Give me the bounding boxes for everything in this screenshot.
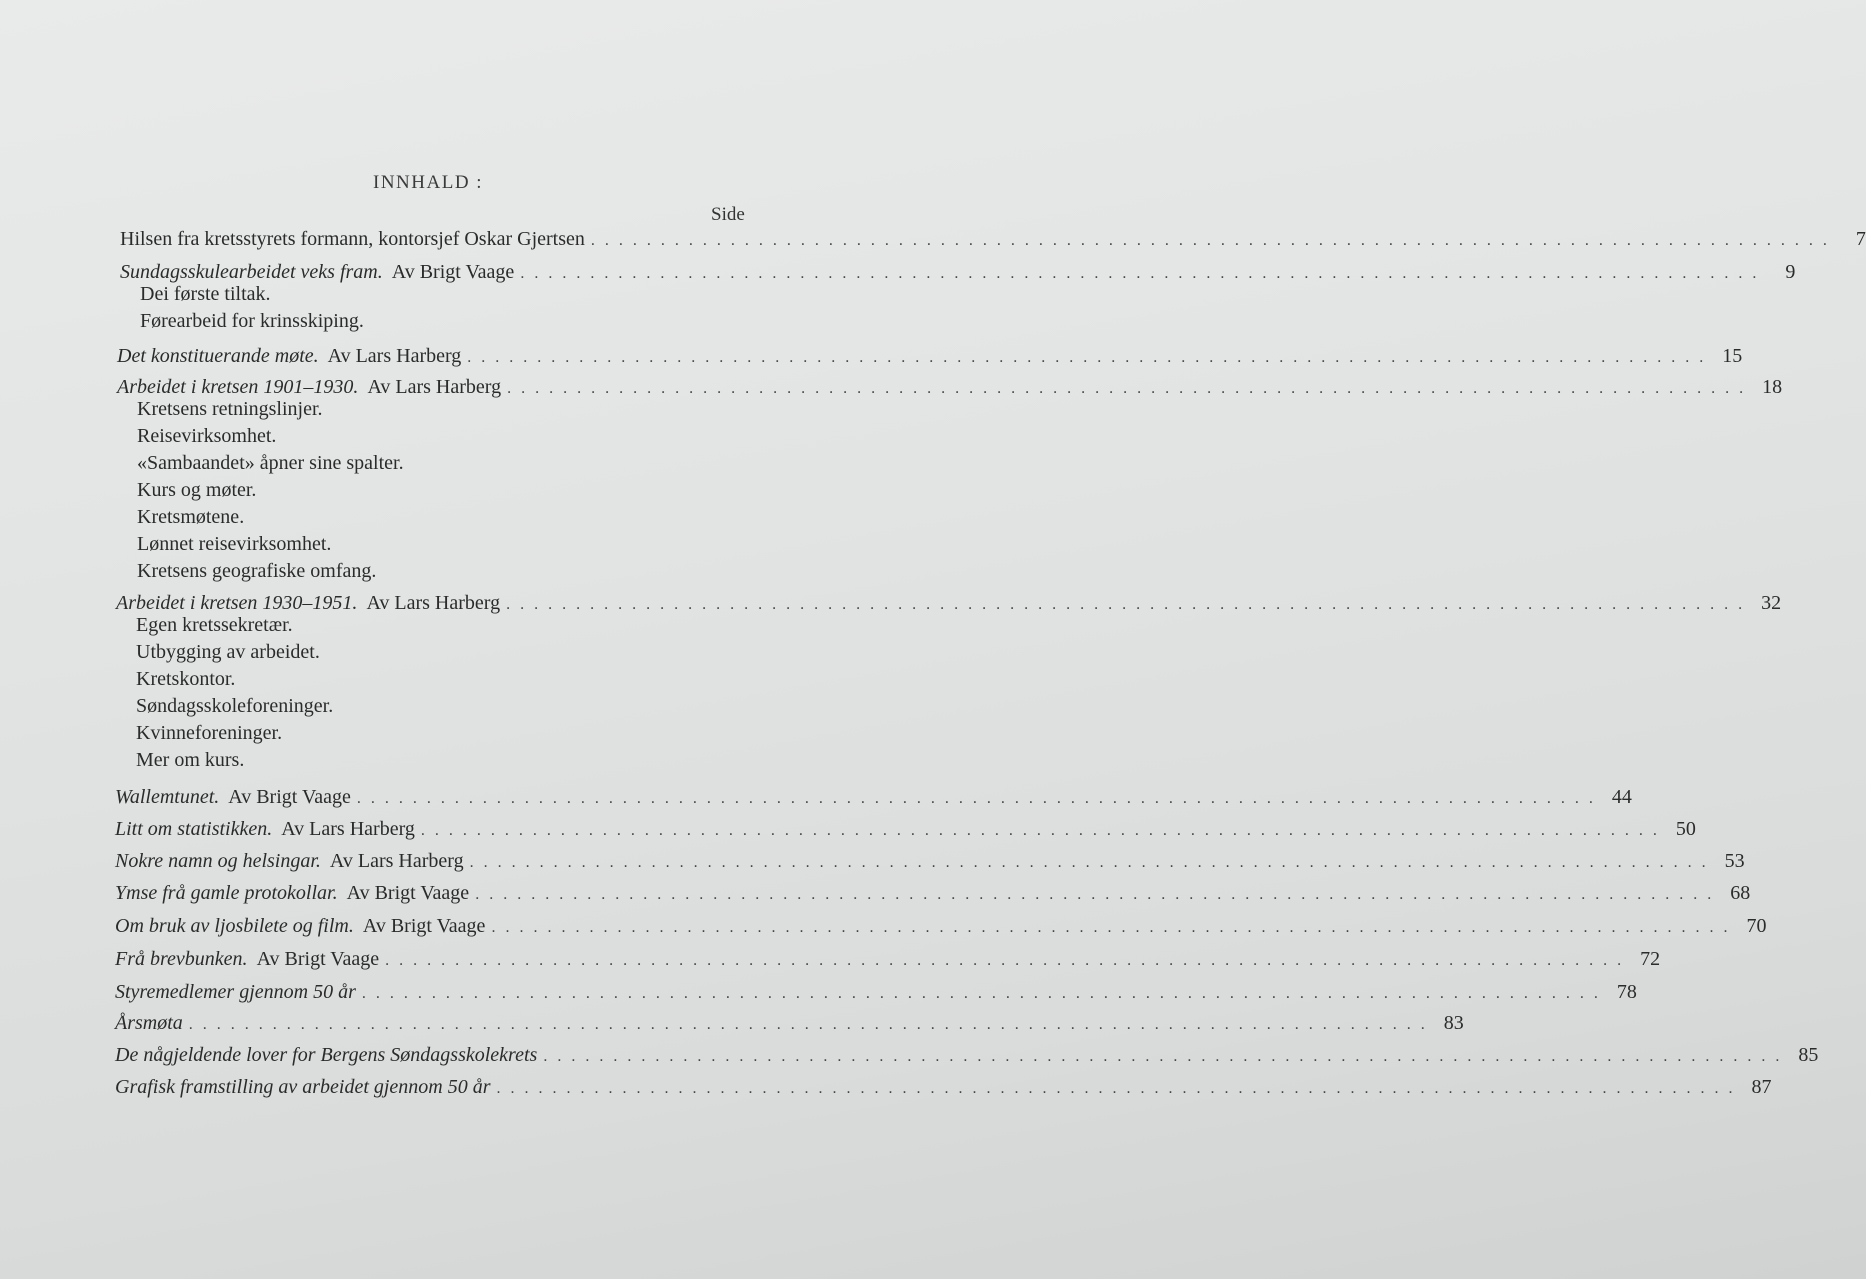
dot-leader: . . . . . . . . . . . . . . . . . . . . . . . . . . . . . . . . . . . . . . . . . . . . . . . . . . . . . . . . . . . . . . . . . . . . . . . . . . . . . . . . . . . . . . . . . <box>188 1016 1428 1033</box>
toc-entry-author: Av Lars Harberg <box>329 850 464 872</box>
dot-leader: . . . . . . . . . . . . . . . . . . . . . . . . . . . . . . . . . . . . . . . . . . . . . . . . . . . . . . . . . . . . . . . . . . . . . . . . . . . . . . . . . . . . . . . . . <box>467 349 1707 366</box>
toc-entry-author: Av Brigt Vaage <box>228 786 351 808</box>
toc-heading: INNHALD : <box>373 172 484 193</box>
toc-entry-author: Av Lars Harberg <box>281 818 415 840</box>
toc-entry <box>115 1044 1819 1070</box>
toc-entry-page: 18 <box>1762 376 1783 398</box>
toc-entry-page: 68 <box>1730 882 1751 904</box>
toc-entry-page: 83 <box>1443 1012 1464 1034</box>
toc-subentry: Kretsens retningslinjer. <box>137 398 323 420</box>
toc-entry <box>115 850 1745 876</box>
toc-entry <box>115 1076 1772 1102</box>
toc-subentry: Søndagsskoleforeninger. <box>136 695 334 717</box>
toc-entry-page: 32 <box>1761 592 1782 614</box>
dot-leader: . . . . . . . . . . . . . . . . . . . . . . . . . . . . . . . . . . . . . . . . . . . . . . . . . . . . . . . . . . . . . . . . . . . . . . . . . . . . . . . . . . . . . . . . . <box>520 265 1760 282</box>
toc-entry-title: Nokre namn og helsingar. <box>115 850 321 872</box>
toc-subentry: Utbygging av arbeidet. <box>136 641 320 663</box>
toc-entry-page: 85 <box>1798 1044 1819 1066</box>
toc-entry-author: Av Brigt Vaage <box>362 915 486 937</box>
dot-leader: . . . . . . . . . . . . . . . . . . . . . . . . . . . . . . . . . . . . . . . . . . . . . . . . . . . . . . . . . . . . . . . . . . . . . . . . . . . . . . . . . . . . . . . . . <box>420 822 1660 839</box>
dot-leader: . . . . . . . . . . . . . . . . . . . . . . . . . . . . . . . . . . . . . . . . . . . . . . . . . . . . . . . . . . . . . . . . . . . . . . . . . . . . . . . . . . . . . . . . . <box>543 1048 1783 1065</box>
toc-entry-page: 72 <box>1640 948 1661 970</box>
dot-leader: . . . . . . . . . . . . . . . . . . . . . . . . . . . . . . . . . . . . . . . . . . . . . . . . . . . . . . . . . . . . . . . . . . . . . . . . . . . . . . . . . . . . . . . . . <box>385 952 1625 969</box>
toc-entry-title: Grafisk framstilling av arbeidet gjennom 50 år <box>115 1076 491 1098</box>
toc-subentry: «Sambaandet» åpner sine spalter. <box>137 452 404 474</box>
toc-entry <box>115 1012 1464 1038</box>
toc-subentry: Kurs og møter. <box>137 479 257 501</box>
toc-entry-author: Av Lars Harberg <box>367 376 502 398</box>
toc-entry-page: 15 <box>1722 345 1743 367</box>
toc-entry-title: Det konstituerande møte. <box>117 345 319 367</box>
dot-leader: . . . . . . . . . . . . . . . . . . . . . . . . . . . . . . . . . . . . . . . . . . . . . . . . . . . . . . . . . . . . . . . . . . . . . . . . . . . . . . . . . . . . . . . . . <box>361 985 1601 1002</box>
toc-entry-page: 9 <box>1785 261 1796 283</box>
dot-leader: . . . . . . . . . . . . . . . . . . . . . . . . . . . . . . . . . . . . . . . . . . . . . . . . . . . . . . . . . . . . . . . . . . . . . . . . . . . . . . . . . . . . . . . . . <box>496 1080 1736 1097</box>
page-column-label: Side <box>711 204 745 225</box>
toc-entry <box>117 345 1743 371</box>
toc-entry-title: Arbeidet i kretsen 1901–1930. <box>117 376 359 398</box>
dot-leader: . . . . . . . . . . . . . . . . . . . . . . . . . . . . . . . . . . . . . . . . . . . . . . . . . . . . . . . . . . . . . . . . . . . . . . . . . . . . . . . . . . . . . . . . . <box>491 919 1731 936</box>
toc-entry <box>120 228 1866 254</box>
toc-entry <box>115 786 1632 812</box>
toc-entry <box>115 882 1751 908</box>
toc-entry-title: Hilsen fra kretsstyrets formann, kontorsjef Oskar Gjertsen <box>120 228 585 250</box>
toc-entry-author: Av Lars Harberg <box>327 345 462 367</box>
toc-entry-page: 87 <box>1751 1076 1772 1098</box>
toc-entry-page: 70 <box>1746 915 1767 937</box>
toc-subentry: Egen kretssekretær. <box>136 614 293 636</box>
dot-leader: . . . . . . . . . . . . . . . . . . . . . . . . . . . . . . . . . . . . . . . . . . . . . . . . . . . . . . . . . . . . . . . . . . . . . . . . . . . . . . . . . . . . . . . . . <box>475 886 1715 903</box>
toc-subentry: Kretskontor. <box>136 668 236 690</box>
dot-leader: . . . . . . . . . . . . . . . . . . . . . . . . . . . . . . . . . . . . . . . . . . . . . . . . . . . . . . . . . . . . . . . . . . . . . . . . . . . . . . . . . . . . . . . . . <box>356 790 1596 807</box>
dot-leader: . . . . . . . . . . . . . . . . . . . . . . . . . . . . . . . . . . . . . . . . . . . . . . . . . . . . . . . . . . . . . . . . . . . . . . . . . . . . . . . . . . . . . . . . . <box>506 596 1746 613</box>
toc-entry-author: Av Brigt Vaage <box>346 882 470 904</box>
toc-entry-author: Av Lars Harberg <box>366 592 501 614</box>
toc-entry <box>115 981 1637 1007</box>
toc-entry <box>115 915 1767 941</box>
toc-entry <box>115 948 1661 974</box>
toc-entry-title: Årsmøta <box>115 1012 183 1034</box>
toc-entry-title: Ymse frå gamle protokollar. <box>115 882 338 904</box>
toc-subentry: Lønnet reisevirksomhet. <box>137 533 332 555</box>
toc-entry-title: Arbeidet i kretsen 1930–1951. <box>116 592 358 614</box>
toc-subentry: Reisevirksomhet. <box>137 425 277 447</box>
toc-entry-page: 44 <box>1611 786 1632 808</box>
toc-subentry: Kretsmøtene. <box>137 506 245 528</box>
toc-entry-title: Litt om statistikken. <box>115 818 273 840</box>
toc-entry-author: Av Brigt Vaage <box>256 948 380 970</box>
toc-subentry: Førearbeid for krinsskiping. <box>140 310 364 332</box>
dot-leader: . . . . . . . . . . . . . . . . . . . . . . . . . . . . . . . . . . . . . . . . . . . . . . . . . . . . . . . . . . . . . . . . . . . . . . . . . . . . . . . . . . . . . . . . . <box>469 854 1709 871</box>
toc-entry <box>115 818 1696 844</box>
toc-subentry: Dei første tiltak. <box>140 283 271 305</box>
toc-entry-author: Av Brigt Vaage <box>391 261 515 283</box>
toc-entry-title: Frå brevbunken. <box>115 948 248 970</box>
toc-entry-title: Om bruk av ljosbilete og film. <box>115 915 354 937</box>
toc-entry-title: Styremedlemer gjennom 50 år <box>115 981 356 1003</box>
toc-entry-page: 53 <box>1724 850 1745 872</box>
toc-subentry: Kretsens geografiske omfang. <box>137 560 377 582</box>
toc-entry-page: 78 <box>1616 981 1637 1003</box>
toc-entry-page: 7 <box>1855 228 1866 250</box>
toc-subentry: Mer om kurs. <box>136 749 245 771</box>
toc-entry-title: De någjeldende lover for Bergens Søndagsskolekrets <box>115 1044 538 1066</box>
toc-entry-title: Sundagsskulearbeidet veks fram. <box>120 261 383 283</box>
toc-subentry: Kvinneforeninger. <box>136 722 283 744</box>
dot-leader: . . . . . . . . . . . . . . . . . . . . . . . . . . . . . . . . . . . . . . . . . . . . . . . . . . . . . . . . . . . . . . . . . . . . . . . . . . . . . . . . . . . . . . . . . <box>507 380 1747 397</box>
toc-entry-title: Wallemtunet. <box>115 786 220 808</box>
dot-leader: . . . . . . . . . . . . . . . . . . . . . . . . . . . . . . . . . . . . . . . . . . . . . . . . . . . . . . . . . . . . . . . . . . . . . . . . . . . . . . . . . . . . . . . . . <box>590 232 1830 249</box>
toc-entry-page: 50 <box>1675 818 1696 840</box>
